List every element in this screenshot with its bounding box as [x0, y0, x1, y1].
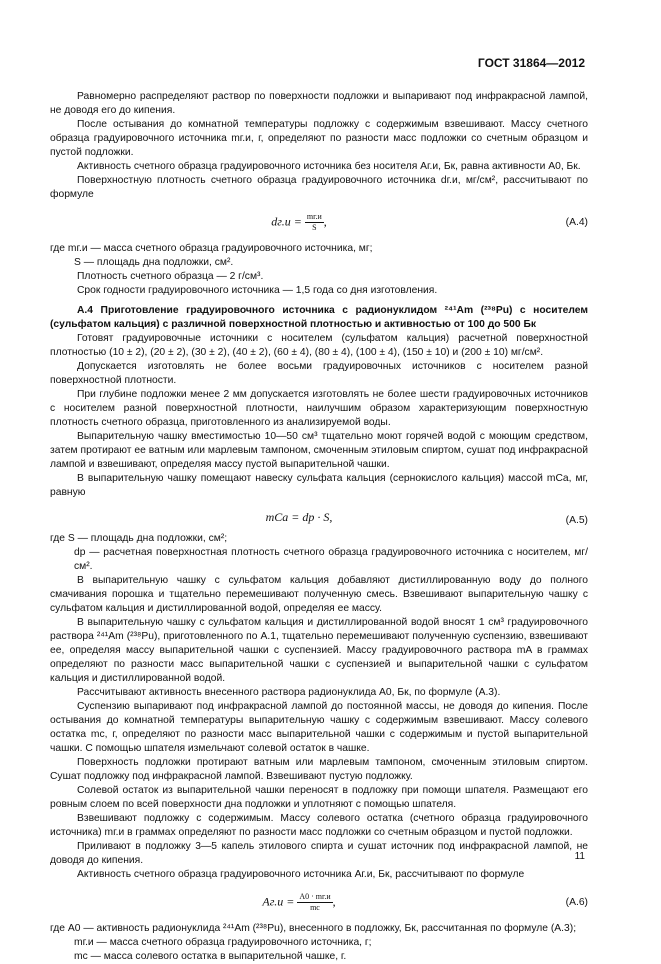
document-header: ГОСТ 31864—2012 — [477, 56, 585, 70]
page-number: 11 — [574, 851, 585, 862]
paragraph: Солевой остаток из выпарительной чашки переносят в подложку при помощи шпателя. Размещают его ровным слоем по всей поверхности дна подложки и уплотняют с помощью шпателя. — [50, 785, 588, 810]
paragraph: Поверхностную плотность счетного образца градуировочного источника dг.и, мг/см², рассчитывают по формуле — [50, 175, 588, 200]
fraction-numerator: mг.и — [306, 212, 322, 221]
paragraph: Плотность счетного образца — 2 г/см³. — [77, 271, 264, 282]
paragraph: Равномерно распределяют раствор по поверхности подложки и выпаривают под инфракрасной лампой, не доводя его до кипения. — [50, 91, 588, 116]
fraction-denominator: mc — [310, 903, 320, 912]
fraction — [305, 212, 324, 233]
paragraph: При глубине подложки менее 2 мм допускается изготовлять не более шести градуировочных источников с носителем разной поверхностной плотности, наилучшим образом характеризующим поверхностную плотность счетного образца, приготовленного из анализируемой воды. — [50, 389, 588, 428]
page-body — [50, 90, 588, 964]
equation-number: (А.4) — [565, 217, 588, 228]
where-line: mc — масса солевого остатка в выпарительной чашке, г. — [74, 951, 347, 962]
paragraph: Взвешивают подложку с содержимым. Массу солевого остатка (счетного образца градуировочного источника) mг.и в граммах определяют по разности масс подложки со счетным образцом и пустой подложки. — [50, 813, 588, 838]
formula-a5 — [50, 504, 588, 530]
paragraph: Готовят градуировочные источники с носителем (сульфатом кальция) расчетной поверхностной плотностью (10 ± 2), (20 ± 2), (30 ± 2), (40 ± 2), (60 ± 4), (80 ± 4), (100 ± 4), (150 ± 10) и (200 ± 10) мг/см². — [50, 333, 588, 358]
equation-number: (А.5) — [565, 515, 588, 526]
formula-tail: , — [332, 894, 336, 909]
paragraph: Выпарительную чашку вместимостью 10—50 см³ тщательно моют горячей водой с моющим средством, затем протирают ее ватным или марлевым тампоном, смоченным этиловым спиртом, сушат под инфракрасной лампой и взвешивают, определяя массу пустой выпарительной чашки. — [50, 431, 588, 470]
paragraph: Активность счетного образца градуировочного источника Aг.и, Бк, рассчитывают по формуле — [77, 869, 525, 880]
where-line: dр — расчетная поверхностная плотность счетного образца градуировочного источника с носителем, мг/см². — [74, 547, 588, 572]
paragraph: После остывания до комнатной температуры подложку с содержимым взвешивают. Массу счетного образца градуировочного источника mг.и, г, определяют по разности масс подложки со счетным образцом и пустой подложки. — [50, 119, 588, 158]
formula-text: mCa = dр · S, — [265, 510, 333, 524]
paragraph: Приливают в подложку 3—5 капель этилового спирта и сушат источник под инфракрасной лампой, не доводя до кипения. — [50, 841, 588, 866]
fraction-numerator: A0 · mг.и — [299, 892, 331, 901]
fraction-denominator: S — [312, 223, 317, 232]
paragraph: Активность счетного образца градуировочного источника без носителя Aг.и, Бк, равна активности A0, Бк. — [77, 161, 581, 172]
paragraph: В выпарительную чашку с сульфатом кальция и дистиллированной водой вносят 1 см³ градуировочного раствора ²⁴¹Am (²³⁸Pu), приготовленного по А.1, тщательно перемешивают полученную суспензию, взвешивают ее, определяя массу выпарительной чашки с суспензией. Массу градуировочного раствора mA в граммах определяют по разности масс выпарительной чашки с суспензией и выпарительной чашки с сульфатом кальция и дистиллированной водой. — [50, 617, 588, 684]
paragraph: Поверхность подложки протирают ватным или марлевым тампоном, смоченным этиловым спиртом. Сушат подложку под инфракрасной лампой. Взвешивают пустую подложку. — [50, 757, 588, 782]
formula-a4 — [50, 206, 588, 240]
paragraph: Допускается изготовлять не более восьми градуировочных источников с носителем разной поверхностной плотности. — [50, 361, 588, 386]
paragraph: Суспензию выпаривают под инфракрасной лампой до постоянной массы, не доводя до кипения. После остывания до комнатной температуры выпарительную чашку с содержимым взвешивают. Массу солевого остатка mc, г, определяют по разности масс выпарительной чашки с содержимым и пустой выпарительной чашки. С помощью шпателя измельчают солевой остаток в чашке. — [50, 701, 588, 754]
where-line: где S — площадь дна подложки, см²; — [50, 533, 228, 544]
formula-tail: , — [323, 214, 327, 229]
equation-number: (А.6) — [565, 897, 588, 908]
where-line: где mг.и — масса счетного образца градуировочного источника, мг; — [50, 243, 373, 254]
fraction — [297, 892, 332, 913]
where-line: mг.и — масса счетного образца градуировочного источника, г; — [74, 937, 372, 948]
formula-a6 — [50, 886, 588, 920]
paragraph: Рассчитывают активность внесенного раствора радионуклида A0, Бк, по формуле (А.3). — [77, 687, 501, 698]
formula-lhs: Aг.и = — [262, 894, 298, 909]
section-heading: А.4 Приготовление градуировочного источника с радионуклидом ²⁴¹Am (²³⁸Pu) с носителем (сульфатом кальция) с различной поверхностной плотностью и активностью от 100 до 500 Бк — [50, 305, 588, 330]
where-line: где A0 — активность радионуклида ²⁴¹Am (²³⁸Pu), внесенного в подложку, Бк, рассчитанная по формуле (А.3); — [50, 923, 577, 934]
paragraph: В выпарительную чашку помещают навеску сульфата кальция (сернокислого кальция) массой mCa, мг, равную — [50, 473, 588, 498]
paragraph: В выпарительную чашку с сульфатом кальция добавляют дистиллированную воду до полного смачивания порошка и тщательно перемешивают полученную смесь. Взвешивают выпарительную чашку с сульфатом кальция и дистиллированной водой, определяя ее массу. — [50, 575, 588, 614]
formula-lhs: dг.и = — [271, 214, 305, 229]
paragraph: Срок годности градуировочного источника — 1,5 года со дня изготовления. — [77, 285, 438, 296]
where-line: S — площадь дна подложки, см². — [74, 257, 234, 268]
